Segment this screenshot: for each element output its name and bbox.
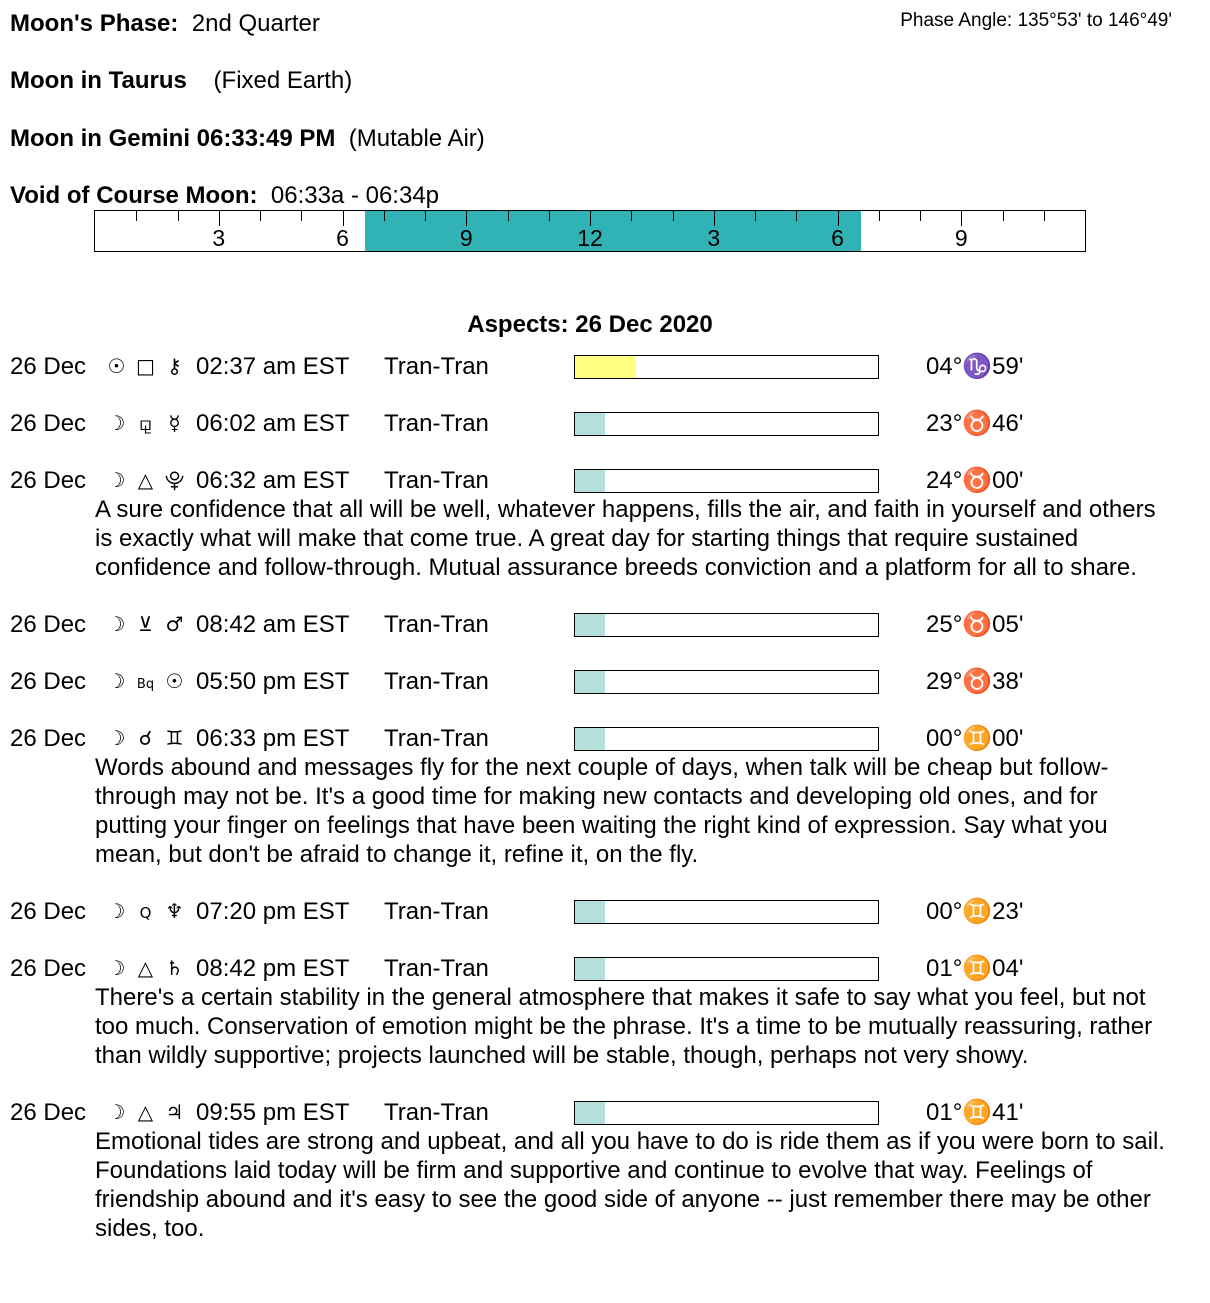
aspect-time: 09:55 pm EST (196, 1099, 350, 1126)
row-spacer (0, 438, 1210, 466)
phase-angle: Phase Angle: 135°53' to 146°49' (900, 10, 1172, 31)
moon-icon: ☽ (107, 1100, 126, 1124)
moon-phase-label: Moon's Phase: (10, 10, 179, 37)
timeline-tick (714, 211, 715, 226)
timeline-tick (508, 211, 509, 221)
aspects-title: Aspects: 26 Dec 2020 (467, 311, 713, 338)
semisextile-icon: ⊻ (138, 612, 153, 636)
aspect-entry (0, 409, 1210, 438)
aspect-row (0, 409, 1210, 438)
aspect-strength-fill (575, 356, 636, 378)
aspect-entry (0, 1098, 1210, 1243)
aspect-entry (0, 954, 1210, 1070)
aspect-kind: Tran-Tran (384, 955, 489, 982)
aspect-position: 24°♉00' (926, 467, 1024, 494)
aspect-date: 26 Dec (10, 898, 87, 925)
mars-icon: ♂ (165, 612, 184, 636)
chiron-icon: ⚷ (167, 354, 182, 378)
aspect-kind: Tran-Tran (384, 467, 489, 494)
void-of-course-range (365, 211, 861, 251)
aspect-row (0, 610, 1210, 639)
moon-icon: ☽ (107, 669, 126, 693)
aspect-position: 04°♑59' (926, 353, 1024, 380)
aspect-row (0, 667, 1210, 696)
aspect-description: Words abound and messages fly for the next couple of days, when talk will be cheap but follow-through may not be. It's a good time for making new contacts and developing old ones, and for putting your finger on feelings that have been waiting the right kind of expression. Say what you mean, but don't be afraid to change it, refine it, on the fly. (95, 754, 1109, 868)
moon-sign-2-quality: (Mutable Air) (348, 125, 485, 152)
aspect-strength-bar (574, 355, 879, 379)
pluto-icon: ⯓ (164, 468, 185, 492)
moon-icon: ☽ (107, 612, 126, 636)
aspect-date: 26 Dec (10, 410, 87, 437)
aspect-position: 01°♊41' (926, 1099, 1024, 1126)
timeline-hour-label: 3 (212, 225, 226, 251)
aspect-description: A sure confidence that all will be well, whatever happens, fills the air, and faith in yourself and others is exactly what will make that come true. A great day for starting things that require sustained confidence and follow-through. Mutual assurance breeds conviction and a platform for all to share. (95, 496, 1156, 581)
aspect-glyphs (102, 954, 189, 983)
moon-sign-1-quality: (Fixed Earth) (213, 67, 353, 94)
aspect-strength-fill (575, 728, 605, 750)
aspect-strength-fill (575, 614, 605, 636)
neptune-icon: ♆ (165, 899, 184, 923)
timeline-tick (838, 211, 839, 226)
mercury-icon: ☿ (168, 411, 181, 435)
timeline-tick (260, 211, 261, 221)
moon-icon: ☽ (107, 468, 126, 492)
aspect-entry (0, 724, 1210, 869)
timeline-tick (549, 211, 550, 221)
aspect-strength-bar (574, 900, 879, 924)
aspect-position: 25°♉05' (926, 611, 1024, 638)
aspect-strength-bar (574, 1101, 879, 1125)
aspect-strength-fill (575, 671, 605, 693)
moon-sign-line-1 (10, 67, 352, 95)
aspect-date: 26 Dec (10, 611, 87, 638)
aspect-position: 01°♊04' (926, 955, 1024, 982)
aspect-time: 05:50 pm EST (196, 668, 350, 695)
sesquiquadrate-icon: ⚼ (138, 411, 153, 435)
aspect-row (0, 954, 1210, 983)
timeline-hour-label: 6 (831, 225, 844, 251)
row-spacer (0, 582, 1210, 610)
row-spacer (0, 639, 1210, 667)
aspect-kind: Tran-Tran (384, 725, 489, 752)
aspect-entry (0, 610, 1210, 639)
aspect-strength-bar (574, 412, 879, 436)
aspect-time: 02:37 am EST (196, 353, 350, 380)
timeline-tick (755, 211, 756, 221)
aspect-entry (0, 466, 1210, 582)
row-spacer (0, 381, 1210, 409)
aspect-row (0, 466, 1210, 495)
aspect-date: 26 Dec (10, 467, 87, 494)
moon-icon: ☽ (107, 726, 126, 750)
aspect-strength-bar (574, 613, 879, 637)
timeline-tick (219, 211, 220, 226)
quintile-icon: Q (139, 904, 152, 922)
aspect-strength-bar (574, 727, 879, 751)
aspect-glyphs (102, 1098, 189, 1127)
timeline-tick (879, 211, 880, 221)
aspect-date: 26 Dec (10, 725, 87, 752)
aspect-position: 23°♉46' (926, 410, 1024, 437)
aspect-time: 08:42 am EST (196, 611, 350, 638)
timeline-tick (631, 211, 632, 221)
moon-icon: ☽ (107, 899, 126, 923)
timeline-tick (425, 211, 426, 221)
aspect-list (0, 352, 1210, 1243)
timeline-tick (178, 211, 179, 221)
aspect-entry (0, 667, 1210, 696)
conjunction-icon: ☌ (138, 726, 153, 750)
aspect-kind: Tran-Tran (384, 353, 489, 380)
moon-sign-2-label: Moon in Gemini 06:33:49 PM (10, 125, 336, 152)
aspect-time: 08:42 pm EST (196, 955, 350, 982)
moon-sign-line-2 (10, 125, 485, 153)
timeline-tick (136, 211, 137, 221)
aspect-kind: Tran-Tran (384, 410, 489, 437)
void-of-course-value: 06:33a - 06:34p (270, 182, 440, 209)
aspect-strength-bar (574, 670, 879, 694)
aspect-entry (0, 352, 1210, 381)
sun-icon: ☉ (165, 669, 184, 693)
timeline-tick (590, 211, 591, 226)
aspect-row (0, 352, 1210, 381)
aspect-strength-bar (574, 469, 879, 493)
biquintile-icon: Bq (136, 677, 155, 692)
row-spacer (0, 869, 1210, 897)
aspect-entry (0, 897, 1210, 926)
timeline-tick (1003, 211, 1004, 221)
aspect-position: 29°♉38' (926, 668, 1024, 695)
aspect-time: 06:02 am EST (196, 410, 350, 437)
aspect-glyphs (102, 352, 189, 381)
aspect-date: 26 Dec (10, 353, 87, 380)
timeline-tick (673, 211, 674, 221)
timeline-tick (1044, 211, 1045, 221)
aspect-kind: Tran-Tran (384, 611, 489, 638)
aspect-glyphs (102, 724, 189, 753)
aspect-row (0, 724, 1210, 753)
timeline-tick (301, 211, 302, 221)
square-icon: □ (136, 354, 155, 378)
aspect-kind: Tran-Tran (384, 898, 489, 925)
timeline-tick (384, 211, 385, 221)
timeline-hour-label: 9 (954, 225, 968, 251)
aspect-strength-fill (575, 413, 605, 435)
moon-phase-value: 2nd Quarter (191, 10, 320, 37)
aspect-position: 00°♊23' (926, 898, 1024, 925)
aspect-position: 00°♊00' (926, 725, 1024, 752)
row-spacer (0, 926, 1210, 954)
aspect-kind: Tran-Tran (384, 668, 489, 695)
gemini-icon: ♊ (165, 726, 184, 750)
moon-icon: ☽ (107, 956, 126, 980)
aspect-date: 26 Dec (10, 1099, 87, 1126)
moon-sign-1-label: Moon in Taurus (10, 67, 187, 94)
aspect-strength-fill (575, 470, 605, 492)
row-spacer (0, 696, 1210, 724)
sun-icon: ☉ (107, 354, 126, 378)
timeline-hour-label: 9 (459, 225, 473, 251)
aspect-description: There's a certain stability in the general atmosphere that makes it safe to say what you feel, but not too much. Conservation of emotion might be the phrase. It's a time to be mutually reassuring, rather than wildly supportive; projects launched will be stable, though, perhaps not very showy. (95, 984, 1153, 1069)
timeline-tick (961, 211, 962, 226)
aspect-date: 26 Dec (10, 955, 87, 982)
void-of-course-timeline (94, 210, 1086, 252)
void-of-course-label: Void of Course Moon: (10, 182, 258, 209)
aspect-strength-fill (575, 1102, 605, 1124)
jupiter-icon: ♃ (165, 1100, 184, 1124)
timeline-tick (920, 211, 921, 221)
aspect-glyphs (102, 897, 189, 928)
aspect-strength-fill (575, 901, 605, 923)
aspect-row (0, 1098, 1210, 1127)
timeline-hour-label: 12 (577, 225, 603, 251)
void-of-course-line (10, 182, 439, 210)
saturn-icon: ♄ (165, 956, 184, 980)
aspect-glyphs (102, 409, 189, 438)
timeline-tick (796, 211, 797, 221)
aspect-description: Emotional tides are strong and upbeat, and all you have to do is ride them as if you were born to sail. Foundations laid today will be firm and supportive and continue to evolve that way. Feelings of friendship abound and it's easy to see the good side of anyone -- just remember there may be other sides, too. (95, 1128, 1165, 1242)
aspect-glyphs (102, 610, 189, 639)
trine-icon: △ (137, 1100, 154, 1124)
moon-phase-line (10, 10, 320, 38)
timeline-tick (466, 211, 467, 226)
timeline-tick (343, 211, 344, 226)
aspect-time: 07:20 pm EST (196, 898, 350, 925)
aspect-strength-fill (575, 958, 605, 980)
aspect-time: 06:33 pm EST (196, 725, 350, 752)
trine-icon: △ (137, 956, 154, 980)
aspect-glyphs (102, 667, 189, 699)
timeline-hour-label: 6 (336, 225, 349, 251)
timeline-hour-label: 3 (707, 225, 721, 251)
row-spacer (0, 1070, 1210, 1098)
aspect-kind: Tran-Tran (384, 1099, 489, 1126)
aspect-row (0, 897, 1210, 926)
aspect-strength-bar (574, 957, 879, 981)
moon-icon: ☽ (107, 411, 126, 435)
trine-icon: △ (137, 468, 154, 492)
aspect-glyphs (102, 466, 189, 495)
aspect-date: 26 Dec (10, 668, 87, 695)
aspect-time: 06:32 am EST (196, 467, 350, 494)
